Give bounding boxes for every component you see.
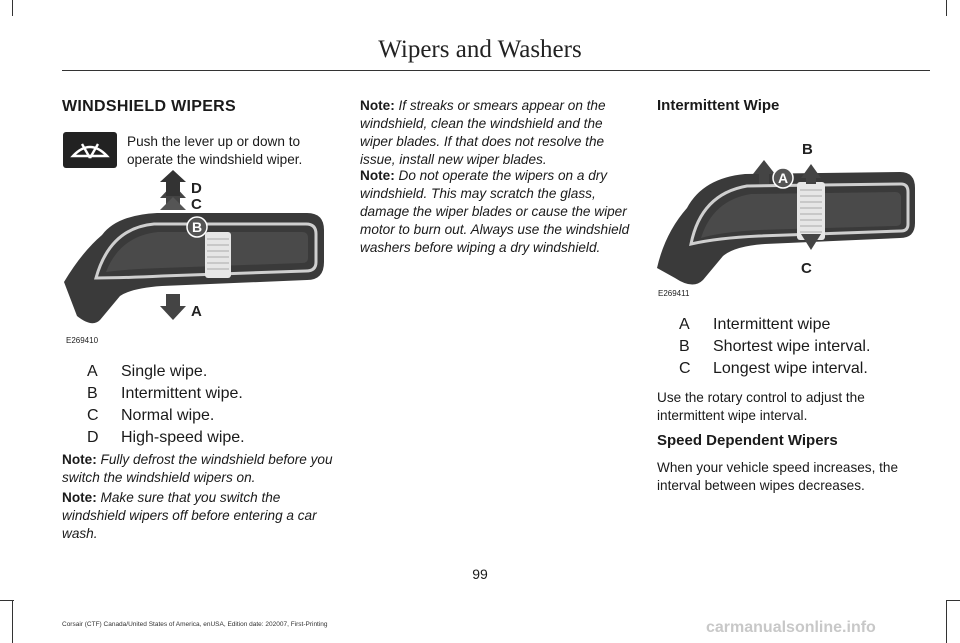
- edition-footer: Corsair (CTF) Canada/United States of America, enUSA, Edition date: 202007, First-Printing: [62, 621, 328, 628]
- note-streaks: Note: If streaks or smears appear on the windshield, clean the windshield and the wiper blades. If that does not resolve the issue, install new wiper blades.: [360, 98, 606, 167]
- intro-text: Push the lever up or down to operate the windshield wiper.: [127, 134, 303, 167]
- crop-mark: [946, 600, 960, 601]
- crop-mark: [12, 600, 13, 643]
- figure-label-b: B: [802, 141, 813, 158]
- figure-code: E269410: [66, 336, 99, 345]
- intermittent-wipe-figure: [655, 138, 920, 288]
- watermark: carmanualsonline.info: [706, 619, 876, 636]
- header-rule: [62, 70, 930, 71]
- figure-code: E269411: [658, 289, 690, 298]
- crop-mark: [946, 0, 947, 16]
- section-heading: Intermittent Wipe: [657, 97, 780, 114]
- figure-label-c: C: [191, 196, 202, 213]
- figure-label-d: D: [191, 180, 202, 197]
- rotary-control-text: Use the rotary control to adjust the intermittent wipe interval.: [657, 390, 865, 423]
- wiper-lever-figure: [62, 170, 332, 345]
- crop-mark: [12, 0, 13, 16]
- section-heading: WINDSHIELD WIPERS: [62, 98, 236, 115]
- figure-label-a: A: [191, 303, 202, 320]
- figure-label-a: A: [778, 170, 789, 186]
- figure-label-c: C: [801, 260, 812, 277]
- figure-label-b: B: [192, 219, 203, 235]
- note-car-wash: Note: Make sure that you switch the windshield wipers off before entering a car wash.: [62, 490, 317, 541]
- page-number: 99: [472, 566, 488, 582]
- speed-dependent-text: When your vehicle speed increases, the interval between wipes decreases.: [657, 460, 899, 493]
- page-header-title: Wipers and Washers: [378, 36, 582, 63]
- note-defrost: Note: Fully defrost the windshield before you switch the windshield wipers on.: [62, 452, 333, 485]
- section-heading: Speed Dependent Wipers: [657, 432, 838, 449]
- crop-mark: [946, 600, 947, 643]
- wiper-symbol-icon: [63, 132, 117, 168]
- note-dry-windshield: Note: Do not operate the wipers on a dry windshield. This may scratch the glass, damage the wiper blades or cause the wiper motor to burn out. Always use the windshield washers before wiping a dry windshield.: [360, 168, 630, 255]
